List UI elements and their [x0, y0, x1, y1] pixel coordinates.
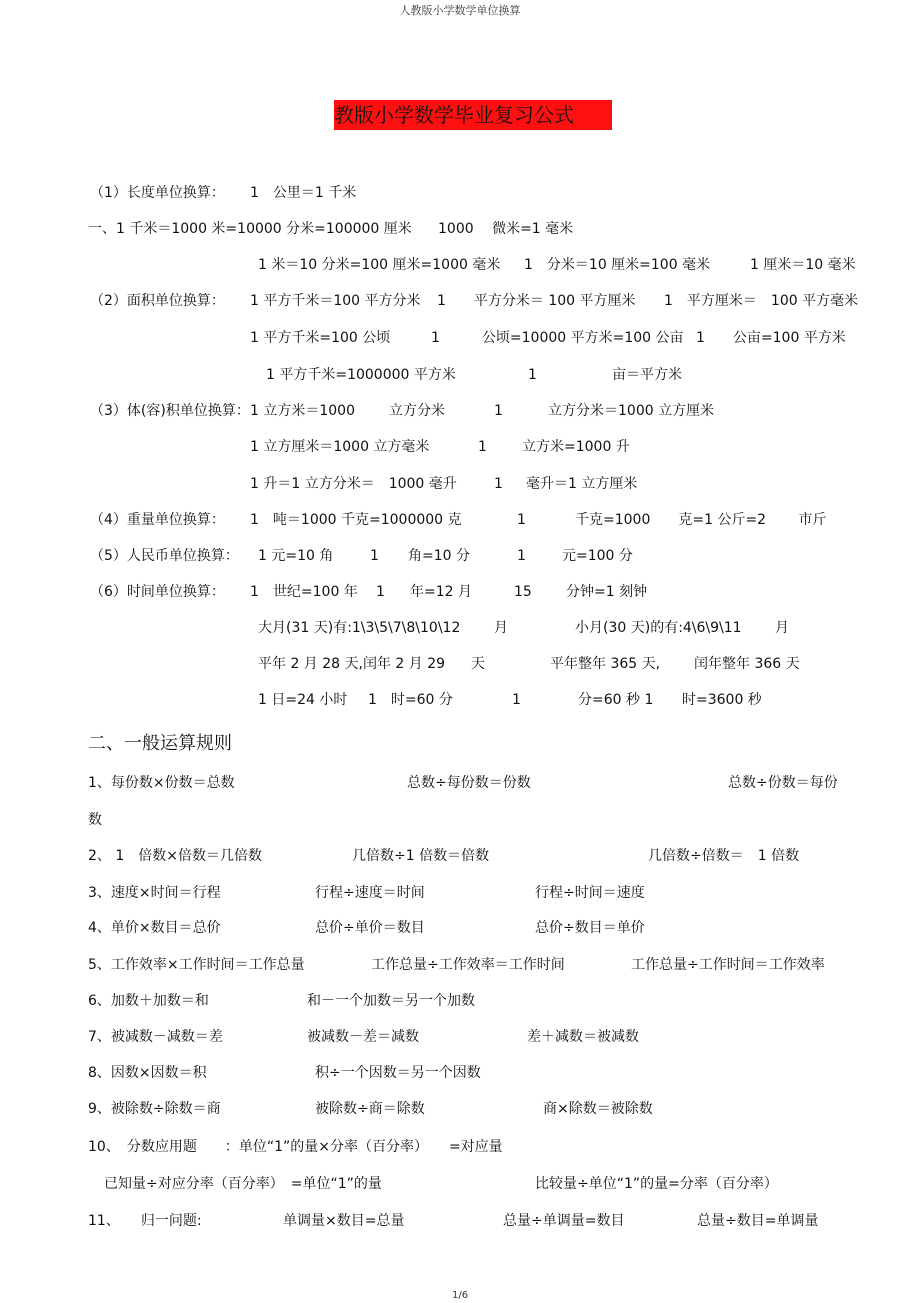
rule-item: 和－一个加数＝另一个加数	[307, 993, 475, 1009]
area-rule: 1 公亩=100 平方米	[696, 330, 846, 346]
area-rule: 1 平方厘米＝ 100 平方毫米	[664, 293, 859, 309]
area-rule: 1	[528, 367, 537, 383]
time-rule: 1	[376, 584, 385, 600]
length-rule: 1 厘米＝10 毫米	[750, 257, 856, 273]
volume-rule: 1 立方米＝1000	[250, 403, 355, 419]
time-rule: 1	[512, 692, 521, 708]
rule-item: 总数÷份数＝每份	[728, 775, 838, 791]
page-number: 1/6	[452, 1290, 469, 1301]
length-rule: 1000 微米=1 毫米	[438, 221, 574, 237]
rule-item: 总量÷数目=单调量	[697, 1213, 819, 1229]
time-rule: 闰年整年 366 天	[694, 656, 800, 672]
area-rule: 1 平方千米=100 公顷	[250, 330, 391, 346]
time-rule: 1 时=60 分	[368, 692, 453, 708]
volume-rule: 1 立方厘米＝1000 立方毫米	[250, 439, 430, 455]
area-rule: 1 平方千米=1000000 平方米	[266, 367, 456, 383]
time-rule: 1 日=24 小时	[258, 692, 348, 708]
volume-rule: 1 升＝1 立方分米＝ 1000 毫升	[250, 476, 457, 492]
rule-item: 单调量×数目=总量	[283, 1213, 405, 1229]
document-title: 教版小学数学毕业复习公式	[334, 103, 574, 127]
time-rule: 小月(30 天)的有:4\6\9\11	[575, 620, 742, 636]
time-rule: 分=60 秒 1	[578, 692, 654, 708]
rule-item: 8、因数×因数＝积	[88, 1065, 207, 1081]
rule-item: 10、 分数应用题 ：单位“1”的量×分率（百分率） =对应量	[88, 1139, 503, 1155]
rule-item: 被除数÷商＝除数	[315, 1101, 425, 1117]
rule-item: 差＋减数＝被减数	[527, 1029, 639, 1045]
rule-item: 2、 1 倍数×倍数＝几倍数	[88, 848, 262, 864]
rule-item: 11、 归一问题:	[88, 1213, 202, 1229]
time-rule: 平年 2 月 28 天,闰年 2 月 29	[258, 656, 446, 672]
rule-item: 被减数－差＝减数	[307, 1029, 419, 1045]
rule-item: 总价÷单价＝数目	[315, 920, 425, 936]
time-rule: 分钟=1 刻钟	[566, 584, 648, 600]
rule-item: 9、被除数÷除数＝商	[88, 1101, 221, 1117]
time-rule: 15	[514, 584, 532, 600]
rule-item: 积÷一个因数＝另一个因数	[315, 1065, 481, 1081]
currency-rule: 1	[370, 548, 379, 564]
weight-rule: 1	[517, 512, 526, 528]
time-rule: 月	[775, 620, 789, 636]
rule-item: 1、每份数×份数＝总数	[88, 775, 235, 791]
currency-rule: 角=10 分	[408, 548, 470, 564]
weight-rule: 1 吨＝1000 千克=1000000 克	[250, 512, 462, 528]
volume-rule: 立方米=1000 升	[522, 439, 630, 455]
weight-heading: （4）重量单位换算：	[90, 512, 225, 528]
volume-rule: 立方分米	[389, 403, 445, 419]
volume-rule: 1	[478, 439, 487, 455]
volume-rule: 毫升＝1 立方厘米	[526, 476, 638, 492]
rule-item: 总数÷每份数＝份数	[407, 775, 531, 791]
length-heading: （1）长度单位换算：	[90, 185, 225, 201]
volume-rule: 1	[494, 403, 503, 419]
time-rule: 平年整年 365 天,	[550, 656, 661, 672]
rule-item: 4、单价×数目＝总价	[88, 920, 221, 936]
currency-rule: 元=100 分	[562, 548, 633, 564]
rule-item: 工作总量÷工作效率＝工作时间	[371, 957, 565, 973]
rule-item: 几倍数÷倍数＝ 1 倍数	[648, 848, 800, 864]
area-rule: 1 平方分米＝ 100 平方厘米	[437, 293, 636, 309]
time-rule: 月	[494, 620, 508, 636]
currency-rule: 1	[517, 548, 526, 564]
rule-item: 几倍数÷1 倍数＝倍数	[352, 848, 490, 864]
length-rule: 1 米＝10 分米=100 厘米=1000 毫米	[258, 257, 501, 273]
length-rule: 一、1 千米＝1000 米=10000 分米=100000 厘米	[88, 221, 412, 237]
rule-item: 总量÷单调量=数目	[503, 1213, 625, 1229]
rule-item: 行程÷时间＝速度	[535, 885, 645, 901]
time-rule: 大月(31 天)有:1\3\5\7\8\10\12	[258, 620, 461, 636]
time-rule: 1 世纪=100 年	[250, 584, 358, 600]
time-heading: （6）时间单位换算：	[90, 584, 225, 600]
section-heading: 二、一般运算规则	[88, 733, 232, 754]
rule-item: 7、被减数－减数＝差	[88, 1029, 223, 1045]
rule-item: 3、速度×时间＝行程	[88, 885, 221, 901]
currency-heading: （5）人民币单位换算：	[90, 548, 239, 564]
area-rule: 1 公顷=10000 平方米=100 公亩	[431, 330, 684, 346]
rule-item: 已知量÷对应分率（百分率） =单位“1”的量	[104, 1176, 382, 1192]
rule-item: 比较量÷单位“1”的量=分率（百分率）	[535, 1176, 778, 1192]
rule-item: 5、工作效率×工作时间＝工作总量	[88, 957, 305, 973]
rule-item: 6、加数＋加数＝和	[88, 993, 209, 1009]
time-rule: 年=12 月	[410, 584, 472, 600]
length-rule: 1 分米＝10 厘米=100 毫米	[524, 257, 711, 273]
area-heading: （2）面积单位换算：	[90, 293, 225, 309]
volume-rule: 立方分米＝1000 立方厘米	[548, 403, 715, 419]
area-rule: 亩＝平方米	[612, 367, 682, 383]
weight-rule: 千克=1000 克=1 公斤=2 市斤	[575, 512, 827, 528]
time-rule: 天	[471, 656, 485, 672]
currency-rule: 1 元=10 角	[258, 548, 334, 564]
volume-rule: 1	[494, 476, 503, 492]
rule-item: 工作总量÷工作时间＝工作效率	[631, 957, 825, 973]
rule-item: 商×除数＝被除数	[543, 1101, 653, 1117]
area-rule: 1 平方千米＝100 平方分米	[250, 293, 421, 309]
rule-item: 行程÷速度＝时间	[315, 885, 425, 901]
rule-item: 总价÷数目＝单价	[535, 920, 645, 936]
time-rule: 时=3600 秒	[682, 692, 762, 708]
page-header: 人教版小学数学单位换算	[399, 4, 521, 17]
rule-item: 数	[88, 812, 102, 828]
length-rule: 1 公里＝1 千米	[250, 185, 357, 201]
volume-heading: （3）体(容)积单位换算：	[90, 403, 250, 419]
